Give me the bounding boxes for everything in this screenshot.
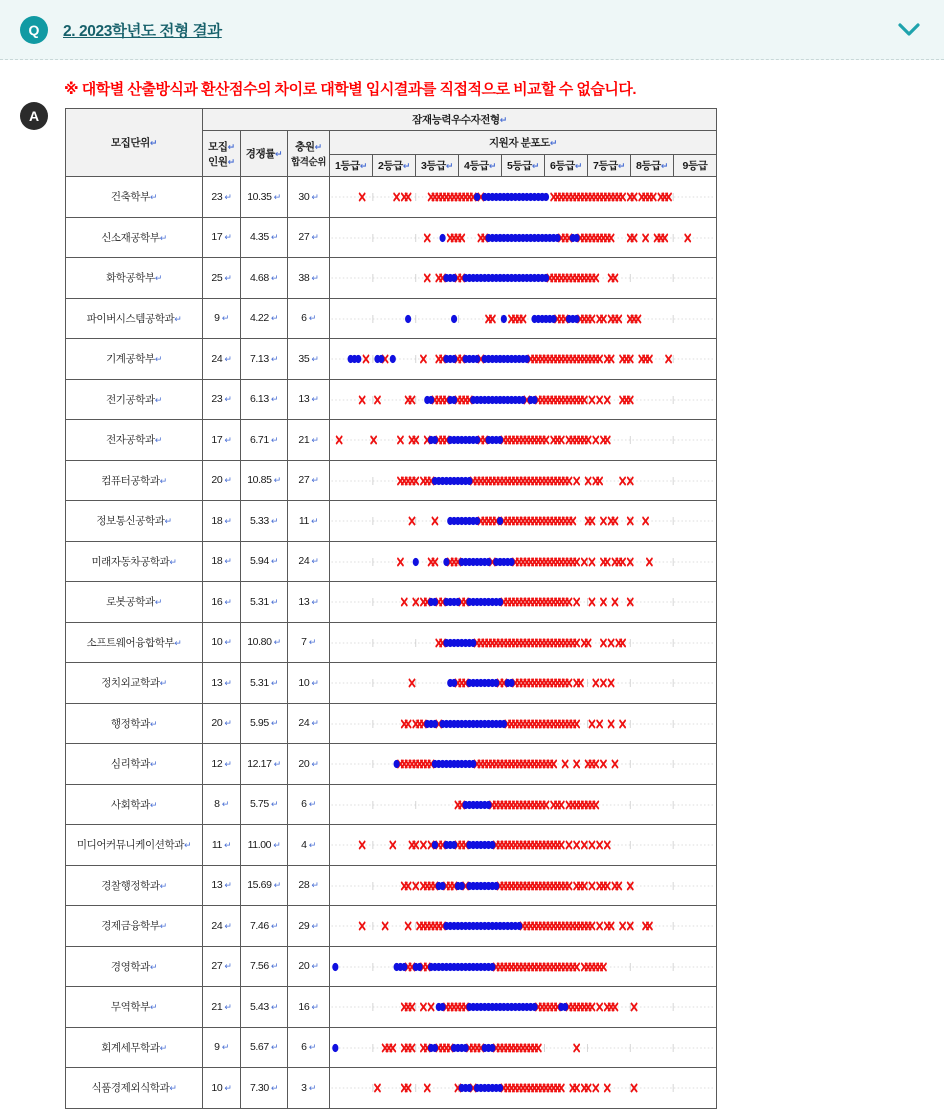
header-unit: 모집단위↵ [66,109,203,177]
cell-distribution-plot [330,379,717,420]
return-mark: ↵ [222,637,232,648]
cell-ratio: 5.95 ↵ [241,703,288,744]
return-mark: ↵ [271,191,281,202]
return-mark: ↵ [306,1082,316,1093]
scatter-plot [330,582,716,622]
cell-fill-rank: 27 ↵ [288,217,330,258]
scatter-plot [330,906,716,946]
scatter-plot [330,825,716,865]
cell-distribution-plot [330,946,717,987]
cell-unit: 컴퓨터공학과↵ [66,460,203,501]
header-grade-2: 2등급↵ [373,155,416,177]
cell-quota: 18 ↵ [203,501,241,542]
cell-fill-rank: 11 ↵ [288,501,330,542]
return-mark: ↵ [268,272,279,283]
return-mark: ↵ [159,475,167,486]
cell-distribution-plot [330,703,717,744]
scatter-plot [330,785,716,825]
return-mark: ↵ [222,353,232,364]
return-mark: ↵ [268,556,279,567]
answer-badge: A [20,102,48,130]
table-body [66,177,717,1109]
cell-unit: 미래자동차공학과↵ [66,541,203,582]
return-mark: ↵ [268,353,279,364]
return-mark: ↵ [222,880,232,891]
return-mark: ↵ [169,1083,177,1094]
cell-distribution-plot [330,663,717,704]
return-mark: ↵ [222,394,232,405]
cell-quota: 12 ↵ [203,744,241,785]
cell-ratio: 4.35 ↵ [241,217,288,258]
cell-distribution-plot [330,865,717,906]
scatter-plot [330,623,716,663]
return-mark: ↵ [531,161,540,171]
scatter-plot [330,1028,716,1068]
return-mark: ↵ [309,434,319,445]
cell-unit: 미디어커뮤니케이션학과↵ [66,825,203,866]
return-mark: ↵ [159,1042,167,1053]
cell-quota: 23 ↵ [203,177,241,218]
cell-ratio: 5.43 ↵ [241,987,288,1028]
cell-quota: 20 ↵ [203,703,241,744]
cell-quota: 13 ↵ [203,865,241,906]
cell-quota: 24 ↵ [203,906,241,947]
cell-unit: 사회학과↵ [66,784,203,825]
return-mark: ↵ [306,839,316,850]
return-mark: ↵ [154,394,162,405]
return-mark: ↵ [268,1082,279,1093]
return-mark: ↵ [309,880,319,891]
return-mark: ↵ [222,718,232,729]
header-grade-3: 3등급↵ [416,155,459,177]
cell-distribution-plot [330,460,717,501]
cell-ratio: 10.35 ↵ [241,177,288,218]
cell-quota: 25 ↵ [203,258,241,299]
cell-ratio: 12.17 ↵ [241,744,288,785]
cell-unit: 경찰행정학과↵ [66,865,203,906]
return-mark: ↵ [574,161,583,171]
return-mark: ↵ [309,394,319,405]
return-mark: ↵ [306,799,316,810]
cell-distribution-plot [330,217,717,258]
return-mark: ↵ [268,313,279,324]
cell-distribution-plot [330,744,717,785]
cell-fill-rank: 16 ↵ [288,987,330,1028]
cell-fill-rank: 35 ↵ [288,339,330,380]
scatter-plot [330,663,716,703]
table-row [66,541,717,582]
cell-distribution-plot [330,501,717,542]
cell-quota: 18 ↵ [203,541,241,582]
return-mark: ↵ [149,138,158,148]
table-row [66,258,717,299]
scatter-plot [330,866,716,906]
return-mark: ↵ [308,515,319,526]
scatter-plot [330,299,716,339]
return-mark: ↵ [268,718,279,729]
return-mark: ↵ [219,313,229,324]
return-mark: ↵ [306,1042,316,1053]
cell-ratio: 5.67 ↵ [241,1027,288,1068]
cell-ratio: 7.46 ↵ [241,906,288,947]
cell-fill-rank: 38 ↵ [288,258,330,299]
question-badge: Q [20,16,48,44]
cell-ratio: 7.13 ↵ [241,339,288,380]
return-mark: ↵ [268,515,279,526]
cell-fill-rank: 28 ↵ [288,865,330,906]
return-mark: ↵ [309,556,319,567]
scatter-plot [330,218,716,258]
table-row [66,987,717,1028]
return-mark: ↵ [154,354,162,365]
cell-unit: 기계공학부↵ [66,339,203,380]
scatter-plot [330,339,716,379]
return-mark: ↵ [222,515,232,526]
return-mark: ↵ [222,920,232,931]
return-mark: ↵ [268,1001,279,1012]
cell-fill-rank: 7 ↵ [288,622,330,663]
return-mark: ↵ [222,677,232,688]
return-mark: ↵ [309,920,319,931]
return-mark: ↵ [306,637,316,648]
return-mark: ↵ [159,880,167,891]
table-row [66,1068,717,1109]
cell-unit: 식품경제외식학과↵ [66,1068,203,1109]
cell-ratio: 6.13 ↵ [241,379,288,420]
cell-distribution-plot [330,177,717,218]
table-row [66,784,717,825]
table-row [66,622,717,663]
return-mark: ↵ [309,272,319,283]
return-mark: ↵ [268,434,279,445]
cell-quota: 9 ↵ [203,298,241,339]
return-mark: ↵ [309,353,319,364]
table-row [66,460,717,501]
return-mark: ↵ [268,1042,279,1053]
cell-distribution-plot [330,622,717,663]
scatter-plot [330,1068,716,1108]
cell-distribution-plot [330,784,717,825]
cell-quota: 16 ↵ [203,582,241,623]
table-row [66,217,717,258]
cell-fill-rank: 21 ↵ [288,420,330,461]
return-mark: ↵ [309,677,319,688]
return-mark: ↵ [268,961,279,972]
cell-fill-rank: 20 ↵ [288,744,330,785]
return-mark: ↵ [271,839,281,850]
cell-unit: 심리학과↵ [66,744,203,785]
return-mark: ↵ [617,161,626,171]
cell-fill-rank: 10 ↵ [288,663,330,704]
cell-quota: 11 ↵ [203,825,241,866]
return-mark: ↵ [309,191,319,202]
return-mark: ↵ [221,839,232,850]
return-mark: ↵ [149,192,158,203]
return-mark: ↵ [222,434,232,445]
return-mark: ↵ [309,232,319,243]
table-row [66,177,717,218]
return-mark: ↵ [268,394,279,405]
return-mark: ↵ [149,799,158,810]
return-mark: ↵ [159,232,167,243]
return-mark: ↵ [268,677,279,688]
cell-quota: 23 ↵ [203,379,241,420]
return-mark: ↵ [222,556,232,567]
table-row [66,582,717,623]
cell-unit: 경제금융학부↵ [66,906,203,947]
cell-distribution-plot [330,1027,717,1068]
header-grade-8: 8등급↵ [631,155,674,177]
cell-ratio: 5.33 ↵ [241,501,288,542]
table-row [66,663,717,704]
return-mark: ↵ [445,161,454,171]
table-row [66,865,717,906]
cell-distribution-plot [330,298,717,339]
header-grade-9: 9등급 [674,155,717,177]
cell-quota: 24 ↵ [203,339,241,380]
cell-quota: 13 ↵ [203,663,241,704]
header-grade-4: 4등급↵ [459,155,502,177]
scatter-plot [330,987,716,1027]
scatter-plot [330,177,716,217]
cell-unit: 정보통신공학과↵ [66,501,203,542]
return-mark: ↵ [174,637,182,648]
return-mark: ↵ [271,758,281,769]
cell-unit: 경영학과↵ [66,946,203,987]
table-row [66,1027,717,1068]
scatter-plot [330,501,716,541]
return-mark: ↵ [222,232,232,243]
cell-ratio: 4.22 ↵ [241,298,288,339]
scatter-plot [330,461,716,501]
cell-unit: 건축학부↵ [66,177,203,218]
header-grade-5: 5등급↵ [502,155,545,177]
cell-quota: 8 ↵ [203,784,241,825]
cell-quota: 10 ↵ [203,1068,241,1109]
header-fill-rank: 충원↵ 합격순위 [288,131,330,177]
table-row [66,906,717,947]
return-mark: ↵ [219,1042,229,1053]
cell-quota: 27 ↵ [203,946,241,987]
cell-distribution-plot [330,1068,717,1109]
cell-fill-rank: 13 ↵ [288,379,330,420]
cell-fill-rank: 24 ↵ [288,541,330,582]
cell-distribution-plot [330,420,717,461]
cell-distribution-plot [330,825,717,866]
return-mark: ↵ [268,232,279,243]
cell-fill-rank: 6 ↵ [288,784,330,825]
cell-ratio: 6.71 ↵ [241,420,288,461]
return-mark: ↵ [154,435,162,446]
cell-distribution-plot [330,987,717,1028]
table-row [66,420,717,461]
return-mark: ↵ [271,880,281,891]
return-mark: ↵ [268,920,279,931]
cell-unit: 신소재공학부↵ [66,217,203,258]
return-mark: ↵ [660,161,669,171]
return-mark: ↵ [309,475,319,486]
chevron-down-icon[interactable] [896,17,922,43]
cell-quota: 10 ↵ [203,622,241,663]
cell-ratio: 7.30 ↵ [241,1068,288,1109]
header-quota: 모집↵ 인원↵ [203,131,241,177]
admission-results-table [65,108,717,1109]
return-mark: ↵ [184,840,192,851]
table-row [66,825,717,866]
cell-unit: 회계세무학과↵ [66,1027,203,1068]
return-mark: ↵ [149,1002,158,1013]
cell-unit: 파이버시스템공학과↵ [66,298,203,339]
return-mark: ↵ [268,799,279,810]
table-row [66,379,717,420]
cell-fill-rank: 29 ↵ [288,906,330,947]
return-mark: ↵ [309,758,319,769]
return-mark: ↵ [268,596,279,607]
cell-quota: 20 ↵ [203,460,241,501]
cell-unit: 무역학부↵ [66,987,203,1028]
return-mark: ↵ [222,1082,232,1093]
return-mark: ↵ [309,961,319,972]
table-row [66,946,717,987]
header-grade-1: 1등급↵ [330,155,373,177]
header-row-admission-type [66,109,717,131]
cell-ratio: 5.31 ↵ [241,582,288,623]
question-header-bar[interactable] [0,0,944,60]
cell-ratio: 15.69 ↵ [241,865,288,906]
cell-fill-rank: 6 ↵ [288,298,330,339]
cell-unit: 로봇공학과↵ [66,582,203,623]
cell-fill-rank: 13 ↵ [288,582,330,623]
return-mark: ↵ [222,596,232,607]
cell-fill-rank: 20 ↵ [288,946,330,987]
cell-ratio: 5.75 ↵ [241,784,288,825]
return-mark: ↵ [271,475,281,486]
return-mark: ↵ [222,272,232,283]
cell-ratio: 10.85 ↵ [241,460,288,501]
cell-quota: 9 ↵ [203,1027,241,1068]
return-mark: ↵ [359,161,368,171]
cell-quota: 21 ↵ [203,987,241,1028]
scatter-plot [330,380,716,420]
return-mark: ↵ [222,961,232,972]
header-grade-6: 6등급↵ [545,155,588,177]
return-mark: ↵ [222,475,232,486]
cell-fill-rank: 3 ↵ [288,1068,330,1109]
return-mark: ↵ [149,961,158,972]
admission-results-table-wrapper [65,108,716,1109]
cell-unit: 전자공학과↵ [66,420,203,461]
scatter-plot [330,947,716,987]
header-admission-type: 잠재능력우수자전형↵ [203,109,717,131]
scatter-plot [330,744,716,784]
cell-ratio: 11.00 ↵ [241,825,288,866]
cell-ratio: 5.94 ↵ [241,541,288,582]
return-mark: ↵ [309,718,319,729]
scatter-plot [330,420,716,460]
cell-quota: 17 ↵ [203,420,241,461]
table-row [66,703,717,744]
header-ratio: 경쟁률↵ [241,131,288,177]
return-mark: ↵ [219,799,229,810]
cell-ratio: 4.68 ↵ [241,258,288,299]
notice-text: ※ 대학별 산출방식과 환산점수의 차이로 대학별 입시결과를 직접적으로 비교할 수 없습니다. [64,81,637,98]
cell-fill-rank: 6 ↵ [288,1027,330,1068]
return-mark: ↵ [222,191,232,202]
return-mark: ↵ [159,678,167,689]
cell-unit: 정치외교학과↵ [66,663,203,704]
cell-fill-rank: 27 ↵ [288,460,330,501]
question-title[interactable]: 2. 2023학년도 전형 결과 [63,22,222,40]
cell-unit: 전기공학과↵ [66,379,203,420]
return-mark: ↵ [149,759,158,770]
cell-distribution-plot [330,541,717,582]
cell-unit: 소프트웨어융합학부↵ [66,622,203,663]
table-row [66,501,717,542]
cell-fill-rank: 30 ↵ [288,177,330,218]
cell-distribution-plot [330,582,717,623]
return-mark: ↵ [309,596,319,607]
scatter-plot [330,542,716,582]
return-mark: ↵ [154,273,162,284]
return-mark: ↵ [169,556,177,567]
cell-ratio: 10.80 ↵ [241,622,288,663]
return-mark: ↵ [159,921,167,932]
return-mark: ↵ [174,313,182,324]
return-mark: ↵ [154,597,162,608]
cell-quota: 17 ↵ [203,217,241,258]
return-mark: ↵ [402,161,411,171]
table-row [66,339,717,380]
table-head [66,109,717,177]
return-mark: ↵ [222,758,232,769]
return-mark: ↵ [271,637,281,648]
return-mark: ↵ [222,1001,232,1012]
header-grade-7: 7등급↵ [588,155,631,177]
return-mark: ↵ [306,313,316,324]
table-row [66,744,717,785]
cell-distribution-plot [330,339,717,380]
scatter-plot [330,258,716,298]
return-mark: ↵ [309,1001,319,1012]
return-mark: ↵ [149,718,158,729]
cell-unit: 화학공학부↵ [66,258,203,299]
cell-fill-rank: 4 ↵ [288,825,330,866]
table-row [66,298,717,339]
cell-distribution-plot [330,258,717,299]
header-distribution: 지원자 분포도↵ [330,131,717,155]
cell-unit: 행정학과↵ [66,703,203,744]
return-mark: ↵ [164,516,172,527]
scatter-plot [330,704,716,744]
cell-distribution-plot [330,906,717,947]
cell-ratio: 5.31 ↵ [241,663,288,704]
return-mark: ↵ [488,161,497,171]
cell-fill-rank: 24 ↵ [288,703,330,744]
cell-ratio: 7.56 ↵ [241,946,288,987]
